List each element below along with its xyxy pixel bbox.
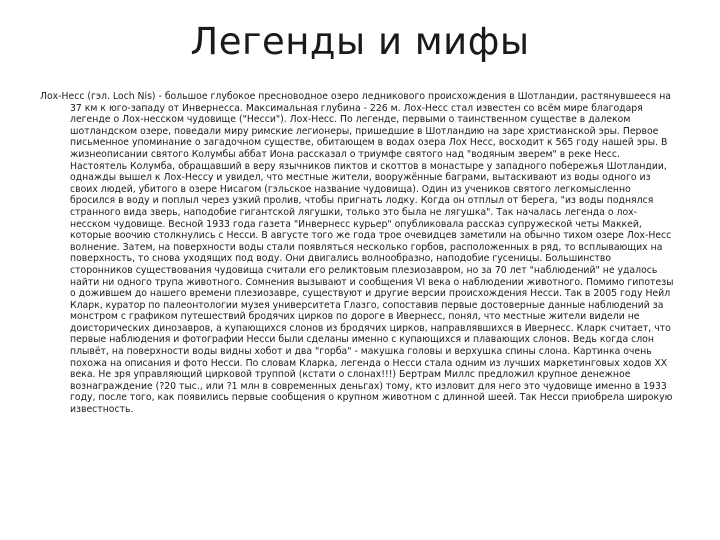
slide-body-text: Лох-Несс (гэл. Loch Nis) - большое глубокое пресноводное озеро ледникового происхождения в Шотландии, растянувшееся на 37 км к юго-западу от Инвернесса. Максимальная глубина - 226 м. Лох-Несс стал известен со всём мире благодаря легенде о Лох-несском чудовище ("Несси"). Лох-Несс. По легенде, первыми о таинственном существе в далеком шотландском озере, поведали миру римские легионеры, пришедшие в Шотландию на заре христианской эры. Первое письменное упоминание о загадочном существе, обитающем в водах озера Лох Несс, восходит к 565 году нашей эры. В жизнеописании святого Колумбы аббат Иона рассказал о триумфе святого над "водяным зверем" в реке Несс. Настоятель Колумба, обращавший в веру язычников пиктов и скоттов в монастыре у западного побережья Шотландии, однажды вышел к Лох-Нессу и увидел, что местные жители, вооружённые баграми, вытаскивают из воды одного из своих людей, убитого в озере Нисагом (гэльское название чудовища). Один из учеников святого легкомысленно бросился в воду и поплыл через узкий пролив, чтобы пригнать лодку. Когда он отплыл от берега, "из воды поднялся странного вида зверь, наподобие гигантской лягушки, только это была не лягушка". Так началась легенда о лох-несском чудовище. Весной 1933 года газета "Инвернесс курьер" опубликовала рассказ супружеской четы Маккей, которые воочию столкнулись с Несси. В августе того же года трое очевидцев заметили на обычно тихом озере Лох-Несс волнение. Затем, на поверхности воды стали появляться несколько горбов, расположенных в ряд, то всплывающих на поверхность, то снова уходящих под воду. Они двигались волнообразно, наподобие гусеницы. Большинство сторонников существования чудовища считали его реликтовым плезиозавром, но за 70 лет "наблюдений" не удалось найти ни одного трупа животного. Сомнения вызывают и сообщения VI века о наблюдении животного. Помимо гипотезы о дожившем до нашего времени плезиозавре, существуют и другие версии происхождения Несси. Так в 2005 году Нейл Кларк, куратор по палеонтологии музея университета Глазго, сопоставив первые достоверные данные наблюдений за монстром с графиком путешествий бродячих цирков по дороге в Ивернесс, понял, что местные жители видели не доисторических динозавров, а купающихся слонов из бродячих цирков, направлявшихся в Ивернесс. Кларк считает, что первые наблюдения и фотографии Несси были сделаны именно с купающихся и плавающих слонов. Ведь когда слон плывёт, на поверхности воды видны хобот и два "горба" - макушка головы и верхушка спины слона. Картинка очень похожа на описания и фото Несси. По словам Кларка, легенда о Несси стала одним из лучших маркетинговых ходов XX века. Не зря управляющий цирковой труппой (кстати о слонах!!!) Бертрам Миллс предложил крупное денежное вознаграждение (?20 тыс., или ?1 млн в современных деньгах) тому, кто изловит для него это чудовище именно в 1933 году, после того, как появились первые сообщения о крупном животном с длинной шеей. Так Несси приобрела широкую известность. [40, 91, 674, 416]
slide-title: Легенды и мифы [190, 20, 530, 63]
